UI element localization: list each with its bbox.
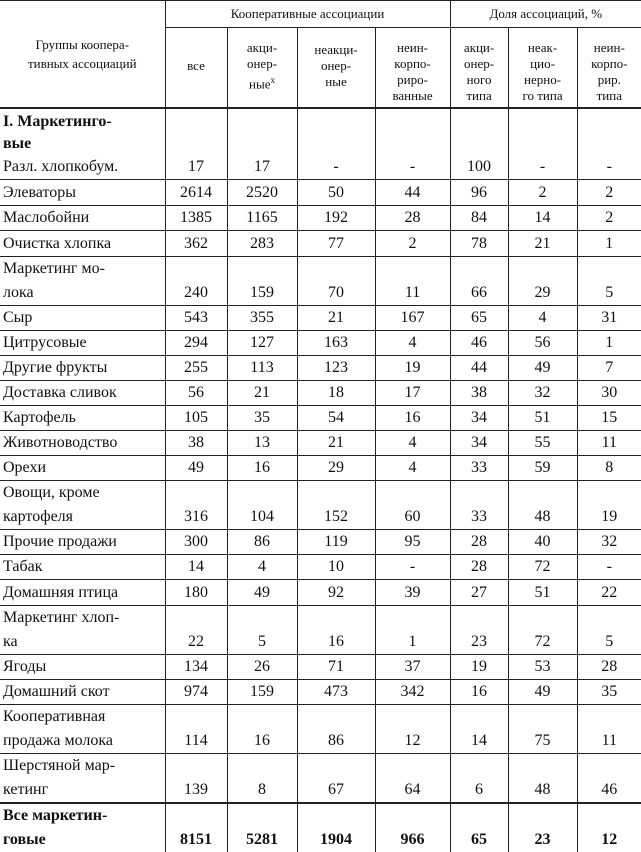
cell-stock: 104: [227, 480, 297, 529]
cell-uninc: 39: [375, 579, 450, 605]
cell-uninc: 28: [375, 205, 450, 230]
cell-stock: 16: [227, 455, 297, 480]
table-row: [0, 230, 641, 256]
cell-p-stock: 6: [450, 753, 508, 803]
cell-stock: 16: [227, 704, 297, 753]
table-row: [0, 256, 641, 305]
cell-all: 294: [165, 330, 227, 355]
col-nonstock: неакци- онер- ные: [297, 28, 375, 108]
cell-p-uninc: 7: [577, 355, 641, 380]
header-coop-assoc: Кооперативные ассоциации: [165, 1, 450, 28]
cell-uninc: 60: [375, 480, 450, 529]
cell-stock: 159: [227, 256, 297, 305]
cell-p-nonstock: 14: [508, 205, 577, 230]
cell-all: 114: [165, 704, 227, 753]
cell-all: 180: [165, 579, 227, 605]
table-row: [0, 455, 641, 480]
cell-nonstock: 152: [297, 480, 375, 529]
row-label: Сыр: [0, 305, 165, 330]
cell-all: 22: [165, 605, 227, 654]
cell-nonstock: 10: [297, 554, 375, 579]
cell-p-nonstock: 72: [508, 554, 577, 579]
cell-p-stock: 33: [450, 480, 508, 529]
col-all: все: [165, 28, 227, 108]
table-body: [0, 108, 641, 852]
cell-all: 300: [165, 529, 227, 554]
cell-nonstock: 16: [297, 605, 375, 654]
row-label: Животноводство: [0, 430, 165, 455]
cell-uninc: 44: [375, 179, 450, 205]
cell-all: 543: [165, 305, 227, 330]
cell-p-nonstock: 32: [508, 380, 577, 405]
cell-stock: 8: [227, 753, 297, 803]
cell-all: 105: [165, 405, 227, 430]
cell-all: 974: [165, 679, 227, 704]
cell-p-uninc: 2: [577, 205, 641, 230]
row-label: Доставка сливок: [0, 380, 165, 405]
cell-p-nonstock: 55: [508, 430, 577, 455]
table-row: [0, 330, 641, 355]
cell-p-uninc: 35: [577, 679, 641, 704]
table-row: [0, 704, 641, 753]
table-row: [0, 753, 641, 803]
cell-p-nonstock: 72: [508, 605, 577, 654]
table-row: [0, 430, 641, 455]
cell-p-stock: 66: [450, 256, 508, 305]
cell-p-stock: 84: [450, 205, 508, 230]
cell-all: 1385: [165, 205, 227, 230]
cell-p-uninc: 8: [577, 455, 641, 480]
row-label: Маслобойни: [0, 205, 165, 230]
cell-p-nonstock: 51: [508, 579, 577, 605]
cell-stock: 355: [227, 305, 297, 330]
cell-uninc: 4: [375, 330, 450, 355]
cell-p-stock: 28: [450, 554, 508, 579]
cell-all: 316: [165, 480, 227, 529]
row-label: Элеваторы: [0, 179, 165, 205]
cell-p-uninc: -: [577, 155, 641, 180]
cell-p-uninc: 32: [577, 529, 641, 554]
row-label: Ягоды: [0, 654, 165, 679]
cell-uninc: 19: [375, 355, 450, 380]
cell-uninc: 16: [375, 405, 450, 430]
total-row: [0, 803, 641, 852]
total-label: Все маркетин- говые: [0, 803, 165, 852]
cell-p-uninc: 1: [577, 330, 641, 355]
cell-all: 17: [165, 155, 227, 180]
cell-nonstock: 54: [297, 405, 375, 430]
row-label: Другие фрукты: [0, 355, 165, 380]
cell-all: 362: [165, 230, 227, 256]
total-p-uninc: 12: [577, 803, 641, 852]
cell-p-stock: 34: [450, 405, 508, 430]
cell-p-nonstock: 21: [508, 230, 577, 256]
cell-all: 255: [165, 355, 227, 380]
cell-all: 14: [165, 554, 227, 579]
cell-uninc: 2: [375, 230, 450, 256]
cell-nonstock: 163: [297, 330, 375, 355]
table-row: [0, 679, 641, 704]
cell-nonstock: 29: [297, 455, 375, 480]
cell-nonstock: 192: [297, 205, 375, 230]
cell-stock: 21: [227, 380, 297, 405]
table-row: [0, 605, 641, 654]
cell-p-stock: 44: [450, 355, 508, 380]
cell-stock: 4: [227, 554, 297, 579]
section-title: I. Маркетинго- вые: [3, 112, 112, 152]
cell-nonstock: 50: [297, 179, 375, 205]
table-row: [0, 155, 641, 180]
cell-uninc: 12: [375, 704, 450, 753]
total-p-nonstock: 23: [508, 803, 577, 852]
cell-p-nonstock: 48: [508, 753, 577, 803]
cell-p-nonstock: -: [508, 155, 577, 180]
cell-p-nonstock: 29: [508, 256, 577, 305]
cell-all: 240: [165, 256, 227, 305]
cell-p-stock: 19: [450, 654, 508, 679]
cell-nonstock: 71: [297, 654, 375, 679]
cell-stock: 1165: [227, 205, 297, 230]
row-label: Овощи, кроме картофеля: [0, 480, 165, 529]
cell-uninc: 1: [375, 605, 450, 654]
col-stock-text: акци- онер- ные: [246, 39, 278, 91]
cell-stock: 13: [227, 430, 297, 455]
cell-stock: 26: [227, 654, 297, 679]
cell-all: 139: [165, 753, 227, 803]
row-label: Цитрусовые: [0, 330, 165, 355]
col-share-nonstock: неак- цио- нерно- го типа: [508, 28, 577, 108]
cell-p-nonstock: 53: [508, 654, 577, 679]
cell-p-uninc: 30: [577, 380, 641, 405]
header-share-assoc: Доля ассоциаций, %: [450, 1, 641, 28]
row-label: Очистка хлопка: [0, 230, 165, 256]
cell-p-stock: 27: [450, 579, 508, 605]
cell-p-stock: 46: [450, 330, 508, 355]
col-stock: [227, 28, 297, 108]
cell-stock: 35: [227, 405, 297, 430]
table-row: [0, 179, 641, 205]
cell-p-uninc: 5: [577, 256, 641, 305]
table-row: [0, 355, 641, 380]
cell-nonstock: 21: [297, 305, 375, 330]
row-label: Табак: [0, 554, 165, 579]
table-row: [0, 579, 641, 605]
row-label: Домашний скот: [0, 679, 165, 704]
cell-p-uninc: 31: [577, 305, 641, 330]
table-row: [0, 529, 641, 554]
cell-uninc: 4: [375, 430, 450, 455]
cell-p-stock: 14: [450, 704, 508, 753]
table-row: [0, 654, 641, 679]
cell-stock: 86: [227, 529, 297, 554]
cell-p-stock: 65: [450, 305, 508, 330]
cell-all: 2614: [165, 179, 227, 205]
cell-nonstock: 123: [297, 355, 375, 380]
cell-p-uninc: 28: [577, 654, 641, 679]
header-group-label: Группы коопера- тивных ассоциаций: [0, 1, 165, 108]
cell-p-stock: 34: [450, 430, 508, 455]
cell-p-uninc: 19: [577, 480, 641, 529]
section-row: [0, 108, 641, 155]
cell-stock: 113: [227, 355, 297, 380]
cell-p-uninc: 15: [577, 405, 641, 430]
cell-nonstock: 77: [297, 230, 375, 256]
table-row: [0, 554, 641, 579]
cell-p-nonstock: 40: [508, 529, 577, 554]
table-row: [0, 405, 641, 430]
cell-p-nonstock: 4: [508, 305, 577, 330]
cell-uninc: 11: [375, 256, 450, 305]
cell-stock: 159: [227, 679, 297, 704]
cell-stock: 2520: [227, 179, 297, 205]
cell-uninc: 37: [375, 654, 450, 679]
cell-p-nonstock: 48: [508, 480, 577, 529]
cell-p-stock: 16: [450, 679, 508, 704]
cell-p-uninc: 5: [577, 605, 641, 654]
cell-p-uninc: 2: [577, 179, 641, 205]
col-stock-mark: х: [270, 74, 275, 85]
cell-stock: 49: [227, 579, 297, 605]
cell-nonstock: 67: [297, 753, 375, 803]
cell-p-uninc: -: [577, 554, 641, 579]
cell-p-nonstock: 49: [508, 679, 577, 704]
total-all: 8151: [165, 803, 227, 852]
row-label: Шерстяной мар- кетинг: [3, 756, 116, 798]
row-label: Картофель: [0, 405, 165, 430]
cell-nonstock: 473: [297, 679, 375, 704]
cell-p-nonstock: 56: [508, 330, 577, 355]
cell-uninc: 167: [375, 305, 450, 330]
cell-p-nonstock: 49: [508, 355, 577, 380]
cell-p-stock: 96: [450, 179, 508, 205]
cell-uninc: -: [375, 155, 450, 180]
total-uninc: 966: [375, 803, 450, 852]
cell-uninc: 4: [375, 455, 450, 480]
cell-uninc: -: [375, 554, 450, 579]
cell-all: 56: [165, 380, 227, 405]
col-share-stock: акци- онер- ного типа: [450, 28, 508, 108]
cell-p-stock: 78: [450, 230, 508, 256]
cell-p-stock: 28: [450, 529, 508, 554]
row-label: Орехи: [0, 455, 165, 480]
cell-uninc: 17: [375, 380, 450, 405]
cell-p-uninc: 22: [577, 579, 641, 605]
row-label: Маркетинг хлоп- ка: [0, 605, 165, 654]
total-nonstock: 1904: [297, 803, 375, 852]
cell-p-uninc: 11: [577, 704, 641, 753]
table-row: [0, 480, 641, 529]
cell-p-nonstock: 75: [508, 704, 577, 753]
cell-p-nonstock: 59: [508, 455, 577, 480]
cell-p-stock: 100: [450, 155, 508, 180]
total-stock: 5281: [227, 803, 297, 852]
cell-nonstock: 92: [297, 579, 375, 605]
cell-nonstock: 86: [297, 704, 375, 753]
cell-stock: 127: [227, 330, 297, 355]
cell-p-uninc: 46: [577, 753, 641, 803]
cell-all: 134: [165, 654, 227, 679]
cell-uninc: 64: [375, 753, 450, 803]
cell-p-stock: 33: [450, 455, 508, 480]
total-p-stock: 65: [450, 803, 508, 852]
table-row: [0, 305, 641, 330]
cell-nonstock: -: [297, 155, 375, 180]
cell-uninc: 95: [375, 529, 450, 554]
cell-uninc: 342: [375, 679, 450, 704]
col-share-uninc: неин- корпо- рир. типа: [577, 28, 641, 108]
cell-stock: 5: [227, 605, 297, 654]
cell-nonstock: 21: [297, 430, 375, 455]
cell-p-nonstock: 51: [508, 405, 577, 430]
cell-p-uninc: 11: [577, 430, 641, 455]
cell-p-nonstock: 2: [508, 179, 577, 205]
cell-stock: 283: [227, 230, 297, 256]
cell-all: 38: [165, 430, 227, 455]
table-row: [0, 380, 641, 405]
cell-p-stock: 38: [450, 380, 508, 405]
row-label: Кооперативная продажа молока: [0, 704, 165, 753]
cell-nonstock: 18: [297, 380, 375, 405]
col-uninc: неин- корпо- риро- ванные: [375, 28, 450, 108]
cell-nonstock: 70: [297, 256, 375, 305]
cell-p-stock: 23: [450, 605, 508, 654]
cell-p-uninc: 1: [577, 230, 641, 256]
row-label: Разл. хлопкобум.: [0, 155, 165, 180]
row-label: Домашняя птица: [0, 579, 165, 605]
table-row: [0, 205, 641, 230]
cell-stock: 17: [227, 155, 297, 180]
cell-nonstock: 119: [297, 529, 375, 554]
row-label: Маркетинг мо- лока: [0, 256, 165, 305]
cell-all: 49: [165, 455, 227, 480]
row-label: Прочие продажи: [0, 529, 165, 554]
